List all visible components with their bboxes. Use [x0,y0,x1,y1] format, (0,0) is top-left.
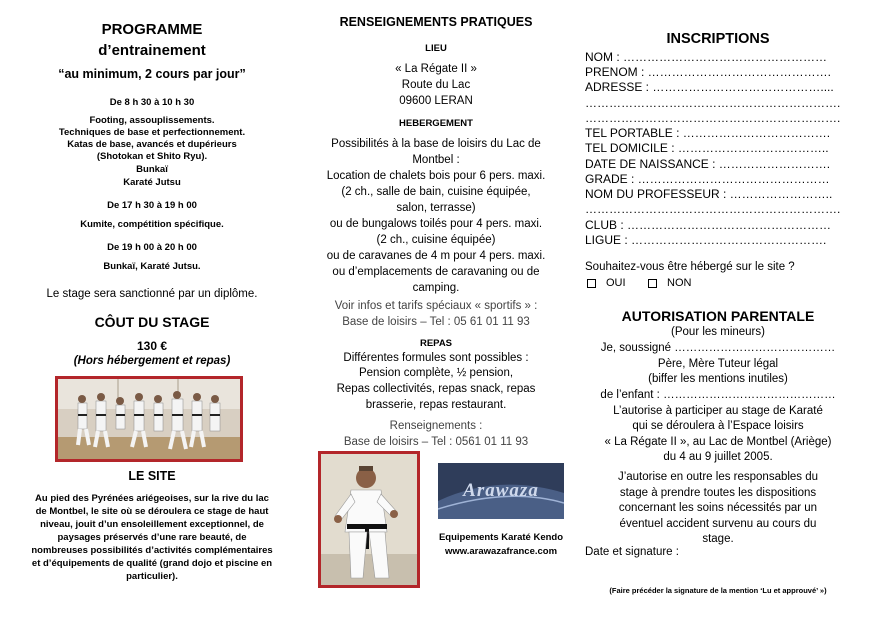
repas-line: Différentes formules sont possibles : [343,352,529,364]
karateka-illustration [321,454,417,585]
lieu-line: « La Régate II » [395,63,477,75]
form-field[interactable]: ………………………………………………………. [585,96,841,110]
form-field[interactable]: PRENOM : ………………………………………. [585,65,832,79]
form-field[interactable]: ADRESSE : …………………………………….... [585,80,834,94]
sponsor-url[interactable]: www.arawazafrance.com [444,546,558,557]
slot1-line: Footing, assouplissements. [89,115,215,126]
repas-line: brasserie, repas restaurant. [365,399,507,411]
inscriptions-title: INSCRIPTIONS [666,31,770,47]
sponsor-line: Equipements Karaté Kendo [438,532,564,543]
hebergement-line: Montbel : [412,154,460,166]
auth-line: (Pour les mineurs) [671,326,765,338]
diploma-note: Le stage sera sanctionné par un diplôme. [46,288,258,300]
site-text-line: paysages préservés d’une rare beauté, de [57,532,247,543]
hebergement-line: (2 ch., cuisine équipée) [376,234,496,246]
hebergement-label: HEBERGEMENT [399,118,473,129]
lieu-line: 09600 LERAN [399,95,473,107]
option-no[interactable] [648,277,691,289]
program-tagline: “au minimum, 2 cours par jour” [58,67,246,81]
hebergement-line: camping. [412,282,460,294]
option-no-label: NON [667,277,692,289]
renseignements-line: Base de loisirs – Tel : 0561 01 11 93 [343,436,529,448]
form-field[interactable]: TEL DOMICILE : ……………………………….. [585,141,829,155]
repas-line: Pension complète, ½ pension, [358,367,514,379]
auth-title: AUTORISATION PARENTALE [621,308,815,324]
auth-line: L’autorise à participer au stage de Karaté [613,405,823,417]
auth-line: stage. [702,533,734,545]
hebergement-line: ou de caravanes de 4 m pour 4 pers. maxi. [326,250,546,262]
program-subtitle: d’entrainement [98,42,206,59]
auth-line: du 4 au 9 juillet 2005. [663,451,773,463]
form-field[interactable]: NOM DU PROFESSEUR : …………………….. [585,187,833,201]
site-text-line: Au pied des Pyrénées ariégeoises, sur la rive du lac [35,493,269,504]
site-text-line: particulier). [126,571,178,582]
site-text-line: de Montbel, le site où se déroulera ce stage de haut [35,506,269,517]
auth-line: éventuel accident survenu au cours du [619,518,817,530]
signature-field[interactable]: Date et signature : [585,546,679,558]
form-field[interactable]: LIGUE : …………………………………………. [585,233,827,247]
hebergement-line: ou d’emplacements de caravaning ou de [332,266,540,278]
lieu-label: LIEU [425,43,447,54]
arawaza-logo [438,463,564,519]
slot1-line: Techniques de base et perfectionnement. [58,127,246,138]
auth-line: « La Régate II », au Lac de Montbel (Ariège) [604,436,832,448]
cost-price: 130 € [136,339,168,353]
auth-line: qui se déroulera à l’Espace loisirs [632,420,804,432]
info-line: Voir infos et tarifs spéciaux « sportifs » : [334,300,538,312]
program-title: PROGRAMME [101,21,203,38]
form-field[interactable]: CLUB : …………………………………………… [585,218,832,232]
option-yes-label: OUI [606,277,626,289]
auth-line[interactable]: Je, soussigné …………………………………… [600,342,836,354]
site-text-line: et d’équipements de qualité (grand dojo et piscine en [31,558,273,569]
logo-text: Arawaza [463,480,539,501]
slot2-time: De 17 h 30 à 19 h 00 [107,200,197,211]
auth-line: (biffer les mentions inutiles) [648,373,788,385]
repas-line: Repas collectivités, repas snack, repas [336,383,536,395]
signature-footnote: (Faire précéder la signature de la mention ‘Lu et approuvé’ ») [609,586,827,595]
checkbox-no[interactable] [648,279,657,288]
site-text-line: niveau, jouit d’un ensoleillement exceptionnel, de [40,519,264,530]
cost-title: CÔUT DU STAGE [94,314,210,330]
checkbox-yes[interactable] [587,279,596,288]
dojo-photo-illustration [58,379,240,459]
form-field[interactable]: ………………………………………………………. [585,202,841,216]
site-text-line: nombreuses possibilités d’activités complémentaires [31,545,273,556]
slot1-line: Karaté Jutsu [123,177,181,188]
option-yes[interactable] [587,277,626,289]
hebergement-line: ou de bungalows toilés pour 4 pers. maxi. [329,218,543,230]
auth-line: J’autorise en outre les responsables du [617,471,819,483]
hebergement-line: Possibilités à la base de loisirs du Lac de [331,138,541,150]
hebergement-line: (2 ch., salle de bain, cuisine équipée, [341,186,531,198]
auth-line: Père, Mère Tuteur légal [657,358,779,370]
form-field[interactable]: GRADE : ………………………………………… [585,172,830,186]
repas-label: REPAS [419,338,453,349]
form-field[interactable]: DATE DE NAISSANCE : ………………………. [585,157,831,171]
renseignements-line: Renseignements : [389,420,483,432]
cost-note: (Hors hébergement et repas) [73,355,231,367]
hebergement-line: Location de chalets bois pour 6 pers. maxi. [326,170,546,182]
slot1-line: Bunkaï [136,164,168,175]
site-title: LE SITE [128,469,176,483]
lodging-question: Souhaitez-vous être hébergé sur le site ? [585,261,795,273]
hebergement-line: salon, terrasse) [396,202,476,214]
slot1-line: (Shotokan et Shito Ryu). [96,151,208,162]
auth-line: concernant les soins nécessités par un [618,502,818,514]
auth-line: stage à prendre toutes les dispositions [619,487,817,499]
practical-title: RENSEIGNEMENTS PRATIQUES [339,15,533,29]
slot1-line: Katas de base, avancés et dupérieurs [67,139,237,150]
karateka-photo [318,451,420,588]
slot1-time: De 8 h 30 à 10 h 30 [109,97,195,108]
dojo-group-photo [55,376,243,462]
form-field[interactable]: ………………………………………………………. [585,111,841,125]
form-field[interactable]: NOM : …………………………………………… [585,50,827,64]
slot3-time: De 19 h 00 à 20 h 00 [107,242,197,253]
slot3-line: Bunkaï, Karaté Jutsu. [103,261,201,272]
form-field[interactable]: TEL PORTABLE : ………………………………. [585,126,831,140]
info-line: Base de loisirs – Tel : 05 61 01 11 93 [342,316,530,328]
auth-line[interactable]: de l’enfant : ……………………………………… [600,389,836,401]
slot2-line: Kumite, compétition spécifique. [80,219,224,230]
lieu-line: Route du Lac [401,79,471,91]
